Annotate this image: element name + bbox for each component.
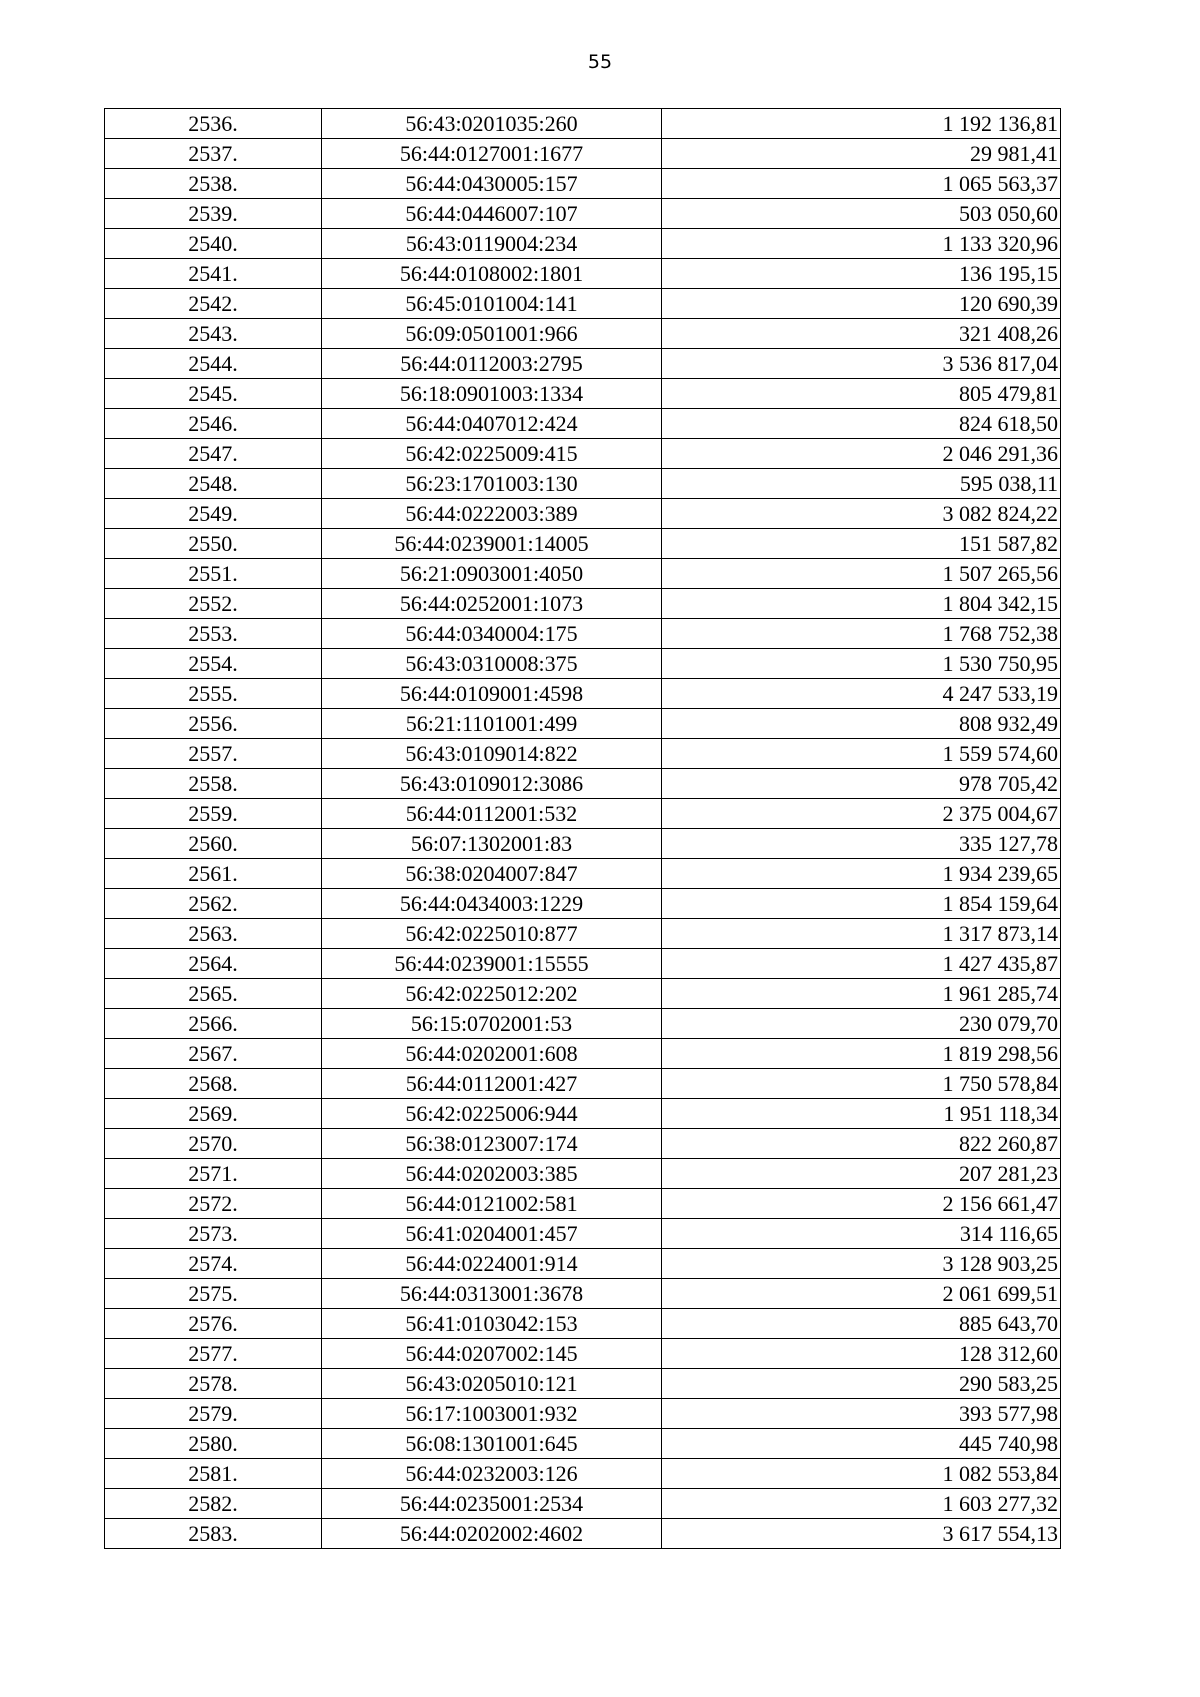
row-number-cell: 2579. [105, 1399, 322, 1429]
table-row [105, 769, 1061, 799]
cadastral-number-cell: 56:43:0119004:234 [322, 229, 662, 259]
table-row [105, 709, 1061, 739]
cadastral-value-cell: 1 804 342,15 [662, 589, 1061, 619]
cadastral-number-cell: 56:08:1301001:645 [322, 1429, 662, 1459]
cadastral-value-cell: 1 750 578,84 [662, 1069, 1061, 1099]
cadastral-number-cell: 56:38:0123007:174 [322, 1129, 662, 1159]
row-number-cell: 2560. [105, 829, 322, 859]
table-row [105, 1399, 1061, 1429]
cadastral-number-cell: 56:43:0109014:822 [322, 739, 662, 769]
cadastral-number-cell: 56:44:0252001:1073 [322, 589, 662, 619]
row-number-cell: 2544. [105, 349, 322, 379]
cadastral-value-cell: 1 603 277,32 [662, 1489, 1061, 1519]
table-row [105, 199, 1061, 229]
cadastral-value-cell: 2 046 291,36 [662, 439, 1061, 469]
cadastral-value-cell: 3 128 903,25 [662, 1249, 1061, 1279]
cadastral-value-cell: 885 643,70 [662, 1309, 1061, 1339]
cadastral-number-cell: 56:15:0702001:53 [322, 1009, 662, 1039]
row-number-cell: 2561. [105, 859, 322, 889]
cadastral-number-cell: 56:44:0108002:1801 [322, 259, 662, 289]
row-number-cell: 2562. [105, 889, 322, 919]
cadastral-number-cell: 56:44:0224001:914 [322, 1249, 662, 1279]
cadastral-value-cell: 2 375 004,67 [662, 799, 1061, 829]
table-row [105, 409, 1061, 439]
table-row [105, 439, 1061, 469]
table-row [105, 1339, 1061, 1369]
cadastral-value-cell: 805 479,81 [662, 379, 1061, 409]
row-number-cell: 2570. [105, 1129, 322, 1159]
cadastral-number-cell: 56:38:0204007:847 [322, 859, 662, 889]
row-number-cell: 2547. [105, 439, 322, 469]
cadastral-value-cell: 1 082 553,84 [662, 1459, 1061, 1489]
row-number-cell: 2549. [105, 499, 322, 529]
row-number-cell: 2581. [105, 1459, 322, 1489]
table-row [105, 469, 1061, 499]
row-number-cell: 2536. [105, 109, 322, 139]
row-number-cell: 2546. [105, 409, 322, 439]
table-row [105, 1519, 1061, 1549]
cadastral-value-cell: 1 192 136,81 [662, 109, 1061, 139]
cadastral-number-cell: 56:42:0225010:877 [322, 919, 662, 949]
table-row [105, 1039, 1061, 1069]
table-row [105, 949, 1061, 979]
row-number-cell: 2550. [105, 529, 322, 559]
row-number-cell: 2555. [105, 679, 322, 709]
table-row [105, 649, 1061, 679]
cadastral-value-cell: 1 133 320,96 [662, 229, 1061, 259]
cadastral-value-cell: 3 082 824,22 [662, 499, 1061, 529]
cadastral-value-cell: 1 854 159,64 [662, 889, 1061, 919]
cadastral-value-cell: 120 690,39 [662, 289, 1061, 319]
cadastral-number-cell: 56:44:0112001:532 [322, 799, 662, 829]
table-row [105, 1309, 1061, 1339]
table-row [105, 379, 1061, 409]
cadastral-number-cell: 56:44:0207002:145 [322, 1339, 662, 1369]
table-row [105, 1009, 1061, 1039]
table-row [105, 1279, 1061, 1309]
row-number-cell: 2540. [105, 229, 322, 259]
cadastral-value-cell: 445 740,98 [662, 1429, 1061, 1459]
cadastral-number-cell: 56:21:0903001:4050 [322, 559, 662, 589]
cadastral-value-cell: 3 617 554,13 [662, 1519, 1061, 1549]
cadastral-number-cell: 56:44:0222003:389 [322, 499, 662, 529]
cadastral-number-cell: 56:41:0103042:153 [322, 1309, 662, 1339]
row-number-cell: 2575. [105, 1279, 322, 1309]
cadastral-value-cell: 2 156 661,47 [662, 1189, 1061, 1219]
row-number-cell: 2553. [105, 619, 322, 649]
cadastral-number-cell: 56:44:0202003:385 [322, 1159, 662, 1189]
cadastral-number-cell: 56:44:0239001:14005 [322, 529, 662, 559]
cadastral-value-cell: 1 065 563,37 [662, 169, 1061, 199]
row-number-cell: 2537. [105, 139, 322, 169]
cadastral-number-cell: 56:44:0434003:1229 [322, 889, 662, 919]
row-number-cell: 2563. [105, 919, 322, 949]
table-row [105, 1099, 1061, 1129]
cadastral-value-cell: 4 247 533,19 [662, 679, 1061, 709]
cadastral-number-cell: 56:43:0205010:121 [322, 1369, 662, 1399]
row-number-cell: 2545. [105, 379, 322, 409]
row-number-cell: 2578. [105, 1369, 322, 1399]
table-row [105, 1219, 1061, 1249]
cadastral-value-cell: 503 050,60 [662, 199, 1061, 229]
row-number-cell: 2552. [105, 589, 322, 619]
row-number-cell: 2565. [105, 979, 322, 1009]
cadastral-value-cell: 2 061 699,51 [662, 1279, 1061, 1309]
cadastral-number-cell: 56:43:0310008:375 [322, 649, 662, 679]
table-row [105, 1159, 1061, 1189]
cadastral-value-cell: 128 312,60 [662, 1339, 1061, 1369]
table-row [105, 619, 1061, 649]
table-row [105, 1429, 1061, 1459]
table-row [105, 349, 1061, 379]
row-number-cell: 2573. [105, 1219, 322, 1249]
cadastral-value-cell: 1 961 285,74 [662, 979, 1061, 1009]
cadastral-number-cell: 56:42:0225009:415 [322, 439, 662, 469]
cadastral-number-cell: 56:21:1101001:499 [322, 709, 662, 739]
cadastral-number-cell: 56:41:0204001:457 [322, 1219, 662, 1249]
table-row [105, 319, 1061, 349]
row-number-cell: 2541. [105, 259, 322, 289]
cadastral-value-cell: 3 536 817,04 [662, 349, 1061, 379]
cadastral-value-cell: 314 116,65 [662, 1219, 1061, 1249]
row-number-cell: 2538. [105, 169, 322, 199]
cadastral-value-cell: 136 195,15 [662, 259, 1061, 289]
row-number-cell: 2569. [105, 1099, 322, 1129]
cadastral-value-cell: 595 038,11 [662, 469, 1061, 499]
row-number-cell: 2583. [105, 1519, 322, 1549]
cadastral-value-cell: 290 583,25 [662, 1369, 1061, 1399]
table-row [105, 289, 1061, 319]
cadastral-number-cell: 56:44:0430005:157 [322, 169, 662, 199]
table-row [105, 109, 1061, 139]
cadastral-number-cell: 56:43:0109012:3086 [322, 769, 662, 799]
table-row [105, 1129, 1061, 1159]
table-row [105, 889, 1061, 919]
table-body [105, 109, 1061, 1549]
table-row [105, 739, 1061, 769]
cadastral-value-cell: 1 768 752,38 [662, 619, 1061, 649]
cadastral-value-cell: 230 079,70 [662, 1009, 1061, 1039]
cadastral-number-cell: 56:42:0225006:944 [322, 1099, 662, 1129]
row-number-cell: 2582. [105, 1489, 322, 1519]
table-row [105, 169, 1061, 199]
cadastral-number-cell: 56:09:0501001:966 [322, 319, 662, 349]
cadastral-value-cell: 393 577,98 [662, 1399, 1061, 1429]
cadastral-value-cell: 808 932,49 [662, 709, 1061, 739]
table-row [105, 919, 1061, 949]
row-number-cell: 2539. [105, 199, 322, 229]
row-number-cell: 2564. [105, 949, 322, 979]
table-row [105, 499, 1061, 529]
row-number-cell: 2566. [105, 1009, 322, 1039]
cadastral-number-cell: 56:17:1003001:932 [322, 1399, 662, 1429]
cadastral-value-cell: 207 281,23 [662, 1159, 1061, 1189]
cadastral-number-cell: 56:44:0446007:107 [322, 199, 662, 229]
table-row [105, 1369, 1061, 1399]
row-number-cell: 2548. [105, 469, 322, 499]
table-row [105, 1489, 1061, 1519]
cadastral-value-cell: 1 427 435,87 [662, 949, 1061, 979]
cadastral-number-cell: 56:44:0121002:581 [322, 1189, 662, 1219]
cadastral-number-cell: 56:44:0239001:15555 [322, 949, 662, 979]
cadastral-value-cell: 822 260,87 [662, 1129, 1061, 1159]
page-number: 55 [587, 51, 613, 73]
cadastral-value-cell: 1 317 873,14 [662, 919, 1061, 949]
row-number-cell: 2551. [105, 559, 322, 589]
cadastral-number-cell: 56:44:0202002:4602 [322, 1519, 662, 1549]
cadastral-number-cell: 56:07:1302001:83 [322, 829, 662, 859]
table-row [105, 529, 1061, 559]
cadastral-value-cell: 321 408,26 [662, 319, 1061, 349]
row-number-cell: 2577. [105, 1339, 322, 1369]
table-row [105, 1189, 1061, 1219]
cadastral-number-cell: 56:44:0235001:2534 [322, 1489, 662, 1519]
cadastral-value-cell: 151 587,82 [662, 529, 1061, 559]
table-row [105, 1069, 1061, 1099]
cadastral-value-cell: 1 530 750,95 [662, 649, 1061, 679]
cadastral-number-cell: 56:44:0112001:427 [322, 1069, 662, 1099]
cadastral-value-cell: 978 705,42 [662, 769, 1061, 799]
cadastral-value-cell: 1 507 265,56 [662, 559, 1061, 589]
cadastral-value-cell: 1 934 239,65 [662, 859, 1061, 889]
table-row [105, 859, 1061, 889]
row-number-cell: 2543. [105, 319, 322, 349]
row-number-cell: 2567. [105, 1039, 322, 1069]
row-number-cell: 2572. [105, 1189, 322, 1219]
cadastral-value-cell: 824 618,50 [662, 409, 1061, 439]
table-row [105, 1459, 1061, 1489]
table-row [105, 139, 1061, 169]
row-number-cell: 2542. [105, 289, 322, 319]
row-number-cell: 2558. [105, 769, 322, 799]
table-row [105, 679, 1061, 709]
table-row [105, 259, 1061, 289]
cadastral-number-cell: 56:44:0340004:175 [322, 619, 662, 649]
row-number-cell: 2574. [105, 1249, 322, 1279]
cadastral-number-cell: 56:44:0407012:424 [322, 409, 662, 439]
row-number-cell: 2556. [105, 709, 322, 739]
row-number-cell: 2559. [105, 799, 322, 829]
cadastral-number-cell: 56:43:0201035:260 [322, 109, 662, 139]
cadastral-value-cell: 1 559 574,60 [662, 739, 1061, 769]
row-number-cell: 2576. [105, 1309, 322, 1339]
table-row [105, 1249, 1061, 1279]
row-number-cell: 2571. [105, 1159, 322, 1189]
cadastral-number-cell: 56:44:0109001:4598 [322, 679, 662, 709]
cadastral-number-cell: 56:45:0101004:141 [322, 289, 662, 319]
table-row [105, 799, 1061, 829]
cadastral-value-table [104, 108, 1061, 1549]
row-number-cell: 2568. [105, 1069, 322, 1099]
row-number-cell: 2557. [105, 739, 322, 769]
cadastral-number-cell: 56:44:0202001:608 [322, 1039, 662, 1069]
table-row [105, 229, 1061, 259]
cadastral-value-cell: 1 951 118,34 [662, 1099, 1061, 1129]
cadastral-number-cell: 56:44:0127001:1677 [322, 139, 662, 169]
row-number-cell: 2580. [105, 1429, 322, 1459]
row-number-cell: 2554. [105, 649, 322, 679]
cadastral-number-cell: 56:42:0225012:202 [322, 979, 662, 1009]
cadastral-number-cell: 56:44:0313001:3678 [322, 1279, 662, 1309]
cadastral-value-cell: 335 127,78 [662, 829, 1061, 859]
cadastral-number-cell: 56:23:1701003:130 [322, 469, 662, 499]
cadastral-number-cell: 56:44:0112003:2795 [322, 349, 662, 379]
cadastral-value-cell: 1 819 298,56 [662, 1039, 1061, 1069]
cadastral-value-cell: 29 981,41 [662, 139, 1061, 169]
table-row [105, 559, 1061, 589]
table-row [105, 829, 1061, 859]
cadastral-number-cell: 56:44:0232003:126 [322, 1459, 662, 1489]
cadastral-number-cell: 56:18:0901003:1334 [322, 379, 662, 409]
table-row [105, 589, 1061, 619]
table-row [105, 979, 1061, 1009]
